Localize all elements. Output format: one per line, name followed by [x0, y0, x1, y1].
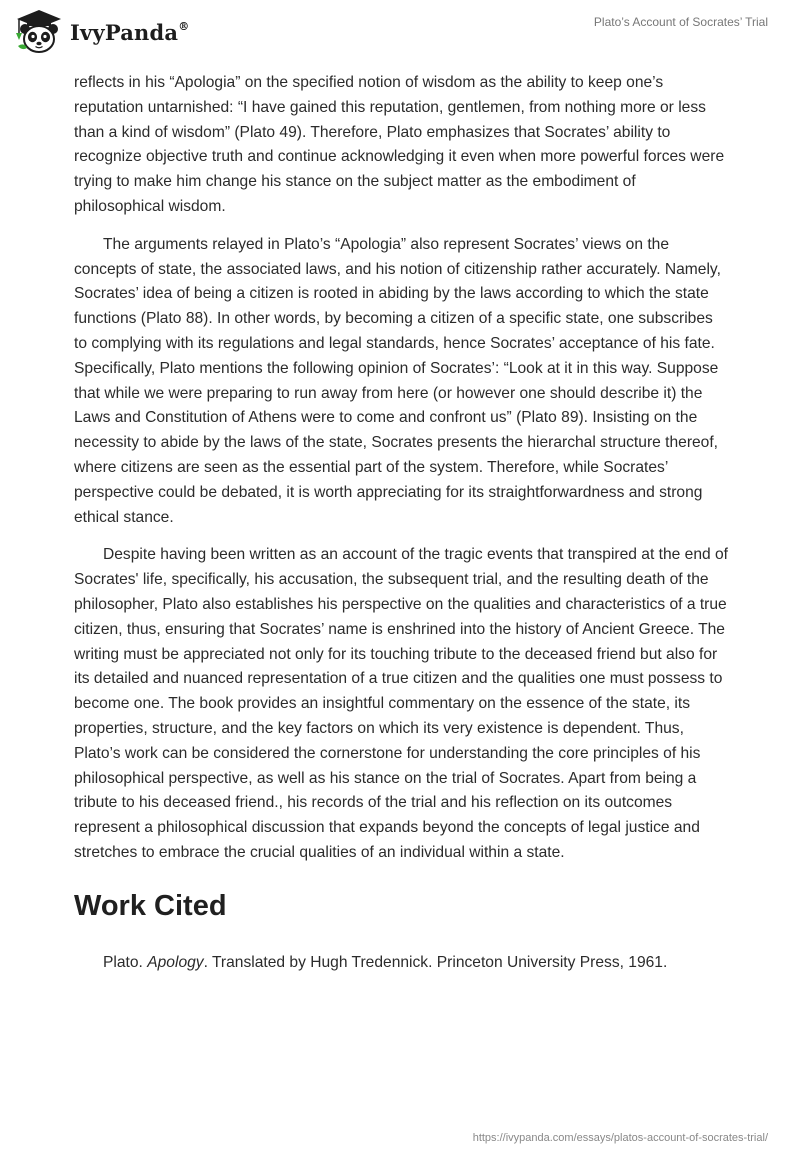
page-header	[0, 0, 800, 70]
citation-title: Apology	[147, 953, 204, 971]
citation-entry	[74, 951, 730, 976]
document-header-title: Plato’s Account of Socrates’ Trial	[593, 15, 768, 29]
essay-paragraph: reflects in his “Apologia” on the specified notion of wisdom as the ability to keep one’s reputation untarnished: “I have gained this reputation, gentlemen, from nothing more or less than a kind of wisdom” (Plato 49). Therefore, Plato emphasizes that Socrates’ ability to recognize objective truth and continue acknowledging it even when more powerful forces were trying to make him change his stance on the subject matter as the embodiment of philosophical wisdom.	[74, 74, 725, 215]
brand-name: IvyPanda®	[70, 19, 190, 45]
panda-graduate-icon	[14, 8, 64, 54]
citation-author: Plato.	[103, 953, 143, 971]
works-cited-heading: Work Cited	[74, 889, 227, 922]
brand-logo[interactable]	[14, 8, 189, 54]
source-url[interactable]: https://ivypanda.com/essays/platos-account-of-socrates-trial/	[472, 1132, 768, 1144]
essay-paragraph: Despite having been written as an account of the tragic events that transpired at the end of Socrates' life, specifically, his accusation, the subsequent trial, and the resulting death of the philosopher, Plato also establishes his perspective on the qualities and characteristics of a true citizen, thus, ensuring that Socrates’ name is enshrined into the history of Ancient Greece. The writing must be appreciated not only for its touching tribute to the deceased friend but also for its detailed and nuanced representation of a true citizen and the qualities one must possess to become one. The book provides an insightful commentary on the essence of the state, its properties, structure, and the key factors on which its very existence is dependent. Thus, Plato’s work can be considered the cornerstone for understanding the core principles of his philosophical perspective, as well as his stance on the trial of Socrates. Apart from being a tribute to his deceased friend., his records of the trial and his reflection on its outcomes represent a philosophical discussion that expands beyond the concepts of legal justice and stretches to embrace the crucial qualities of an individual within a state.	[74, 546, 729, 861]
essay-paragraph: The arguments relayed in Plato’s “Apologia” also represent Socrates’ views on the concepts of state, the associated laws, and his notion of citizenship rather accurately. Namely, Socrates’ idea of being a citizen is rooted in abiding by the laws according to which the state functions (Plato 88). In other words, by becoming a citizen of a specific state, one subscribes to complying with its regulations and legal standards, hence Socrates’ acceptance of his fate. Specifically, Plato mentions the following opinion of Socrates’: “Look at it in this way. Suppose that while we were preparing to run away from here (or however one should describe it) the Laws and Constitution of Athens were to come and confront us” (Plato 89). Insisting on the necessity to abide by the laws of the state, Socrates presents the hierarchal structure thereof, where citizens are seen as the essential part of the system. Therefore, while Socrates’ perspective could be debated, it is worth appreciating for its straightforwardness and strong ethical stance.	[74, 235, 721, 526]
essay-content	[74, 71, 730, 976]
citation-details: . Translated by Hugh Tredennick. Princeton University Press, 1961.	[203, 953, 668, 971]
